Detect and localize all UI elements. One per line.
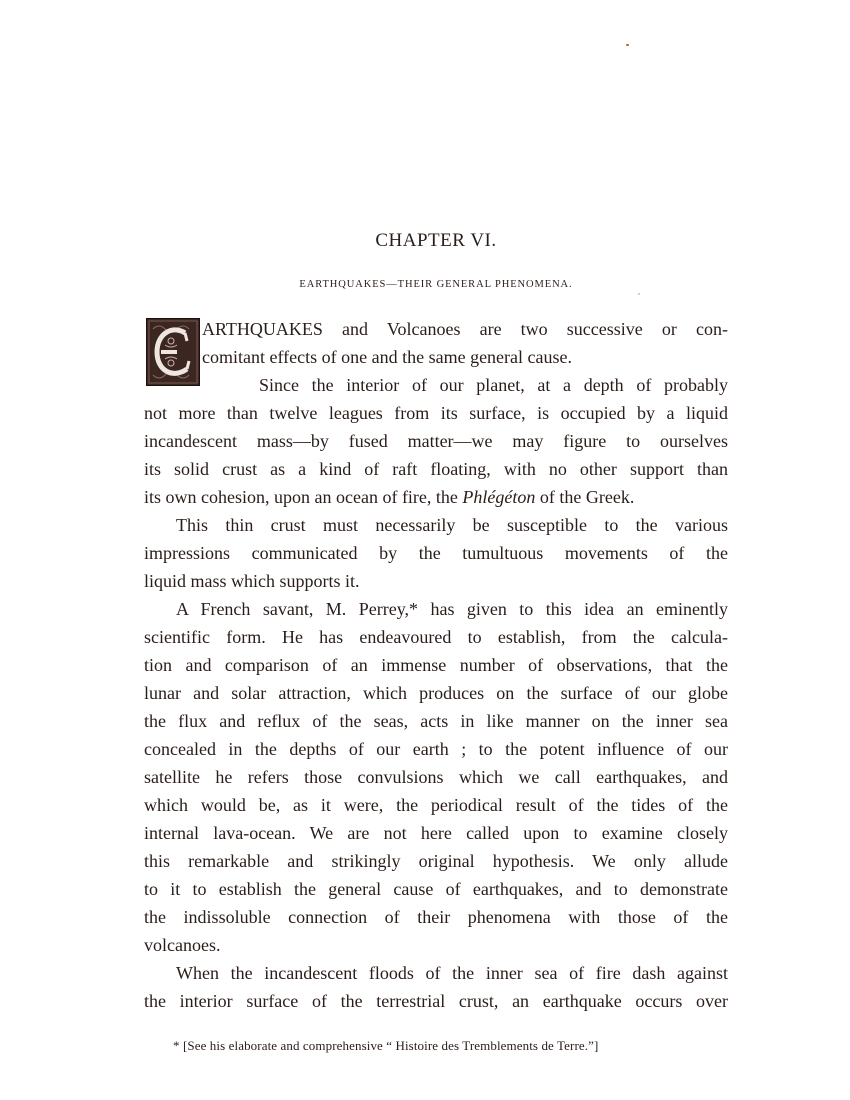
text-line: impressions communicated by the tumultuous movements of the [144, 543, 728, 563]
text-line: internal lava-ocean. We are not here called upon to examine closely [144, 823, 728, 843]
text-line: lunar and solar attraction, which produces on the surface of our globe [144, 683, 728, 703]
body-text [144, 315, 728, 1015]
text-line: this remarkable and strikingly original hypothesis. We only allude [144, 851, 728, 871]
text-line: its own cohesion, upon an ocean of fire, the Phlégéton of the Greek. [144, 487, 635, 507]
text-line: Since the interior of our planet, at a depth of probably [259, 375, 728, 395]
italic-term: Phlégéton [462, 487, 536, 507]
text-line: incandescent mass—by fused matter—we may figure to ourselves [144, 431, 728, 451]
text-line: ARTHQUAKES and Volcanoes are two successive or con- [202, 319, 728, 339]
text-line: This thin crust must necessarily be susceptible to the various [176, 515, 728, 535]
chapter-title: CHAPTER VI. [375, 230, 497, 251]
text-line: which would be, as it were, the periodical result of the tides of the [144, 795, 728, 815]
text-line: volcanoes. [144, 935, 221, 955]
text-line: liquid mass which supports it. [144, 571, 360, 591]
footnote: * [See his elaborate and comprehensive “ Histoire des Tremblements de Terre.”] [173, 1038, 599, 1053]
chapter-subtitle: EARTHQUAKES—THEIR GENERAL PHENOMENA. [299, 279, 573, 290]
text-line: the flux and reflux of the seas, acts in like manner on the inner sea [144, 711, 728, 731]
text-line: concealed in the depths of our earth ; to the potent influence of our [144, 739, 728, 759]
paper-speck [626, 44, 629, 46]
text-line: A French savant, M. Perrey,* has given to this idea an eminently [176, 599, 728, 619]
paper-speck [638, 293, 640, 295]
text-line: When the incandescent floods of the inner sea of fire dash against [176, 963, 728, 983]
text-line: the indissoluble connection of their phenomena with those of the [144, 907, 728, 927]
text-line: its solid crust as a kind of raft floating, with no other support than [144, 459, 728, 479]
text-line: the interior surface of the terrestrial crust, an earthquake occurs over [144, 991, 728, 1011]
text-line: scientific form. He has endeavoured to establish, from the calcula- [144, 627, 728, 647]
text-line: satellite he refers those convulsions which we call earthquakes, and [144, 767, 728, 787]
text-line: tion and comparison of an immense number of observations, that the [144, 655, 728, 675]
text-line: to it to establish the general cause of earthquakes, and to demonstrate [144, 879, 728, 899]
text-line: not more than twelve leagues from its surface, is occupied by a liquid [144, 403, 728, 423]
text-line: comitant effects of one and the same general cause. [202, 347, 573, 367]
